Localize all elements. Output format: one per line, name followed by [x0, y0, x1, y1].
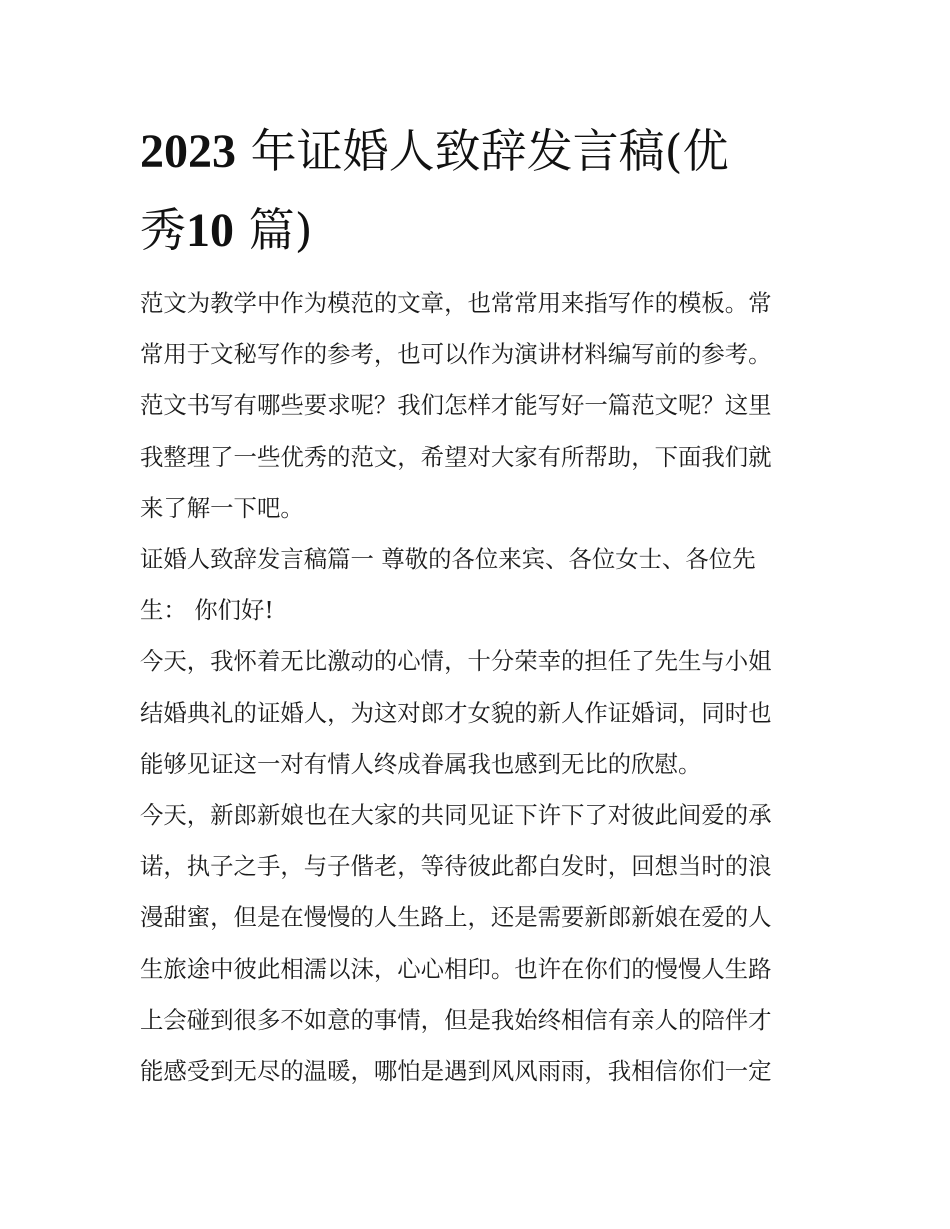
document-title — [140, 112, 830, 270]
title-line-1 — [140, 112, 830, 191]
text-line: 范文书写有哪些要求呢？我们怎样才能写好一篇范文呢？这里 — [140, 391, 772, 420]
text-line: 结婚典礼的证婚人，为这对郎才女貌的新人作证婚词，同时也 — [140, 698, 772, 727]
speech-paragraph-2 — [140, 790, 830, 1097]
text-line: 来了解一下吧。 — [140, 493, 304, 522]
text-line: 诺，执子之手，与子偕老，等待彼此都白发时，回想当时的浪 — [140, 852, 772, 881]
text-line: 我整理了一些优秀的范文，希望对大家有所帮助，下面我们就 — [140, 442, 772, 471]
text-line: 今天，我怀着无比激动的心情，十分荣幸的担任了先生与小姐 — [140, 647, 772, 676]
title-year: 2023 — [140, 125, 236, 178]
speech-paragraph-1 — [140, 636, 830, 790]
text-line: 今天，新郎新娘也在大家的共同见证下许下了对彼此间爱的承 — [140, 801, 772, 830]
text-line: 常用于文秘写作的参考，也可以作为演讲材料编写前的参考。 — [140, 340, 772, 369]
title-count: 10 — [186, 204, 234, 257]
text-line: 生： 你们好! — [140, 596, 274, 625]
text-line: 证婚人致辞发言稿篇一 尊敬的各位来宾、各位女士、各位先 — [140, 545, 756, 574]
text-line: 上会碰到很多不如意的事情，但是我始终相信有亲人的陪伴才 — [140, 1005, 772, 1034]
title-line-2 — [140, 191, 830, 270]
speech-heading-paragraph — [140, 534, 830, 636]
document-body — [140, 278, 830, 1097]
intro-paragraph — [140, 278, 830, 534]
text-line: 生旅途中彼此相濡以沫，心心相印。也许在你们的慢慢人生路 — [140, 954, 772, 983]
title-text-1: 年证婚人致辞发言稿(优 — [236, 124, 729, 178]
title-text-3: 篇) — [234, 203, 313, 257]
text-line: 范文为教学中作为模范的文章，也常常用来指写作的模板。常 — [140, 289, 772, 317]
title-text-2: 秀 — [140, 203, 186, 257]
text-line: 能够见证这一对有情人终成眷属我也感到无比的欣慰。 — [140, 749, 702, 778]
text-line: 能感受到无尽的温暖，哪怕是遇到风风雨雨，我相信你们一定 — [140, 1057, 772, 1086]
text-line: 漫甜蜜，但是在慢慢的人生路上，还是需要新郎新娘在爱的人 — [140, 903, 772, 932]
